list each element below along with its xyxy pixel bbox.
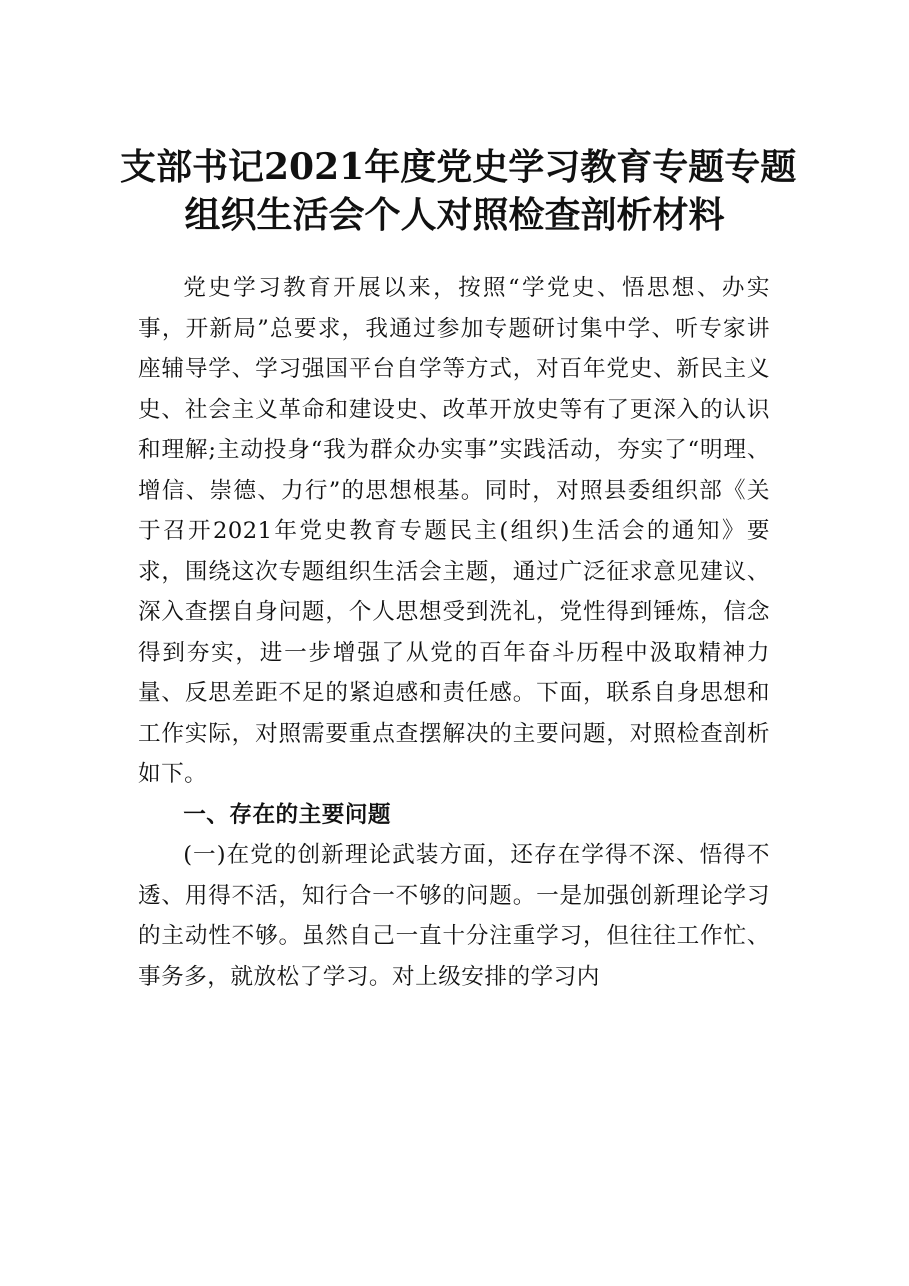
section-heading-1: 一、存在的主要问题 [183, 801, 392, 828]
document-title-line-2: 组织生活会个人对照检查剖析材料 [184, 194, 725, 236]
section-1-paragraph: (一)在党的创新理论武装方面，还存在学得不深、悟得不透、用得不活，知行合一不够的问题。一是加强创新理论学习的主动性不够。虽然自己一直十分注重学习，但往往工作忙、事务多，就放松了学习。对上级安排的学习内 [138, 842, 770, 990]
intro-paragraph: 党史学习教育开展以来，按照“学党史、悟思想、办实事，开新局”总要求，我通过参加专题研讨集中学、听专家讲座辅导学、学习强国平台自学等方式，对百年党史、新民主义史、社会主义革命和建设史、改革开放史等有了更深入的认识和理解;主动投身“我为群众办实事”实践活动，夯实了“明理、增信、崇德、力行”的思想根基。同时，对照县委组织部《关于召开2021年党史教育专题民主(组织)生活会的通知》要求，围绕这次专题组织生活会主题，通过广泛征求意见建议、深入查摆自身问题，个人思想受到洗礼，党性得到锤炼，信念得到夯实，进一步增强了从党的百年奋斗历程中汲取精神力量、反思差距不足的紧迫感和责任感。下面，联系自身思想和工作实际，对照需要重点查摆解决的主要问题，对照检查剖析如下。 [138, 275, 770, 787]
document-body [138, 268, 770, 997]
document-title-line-1: 支部书记2021年度党史学习教育专题专题 [120, 146, 797, 188]
